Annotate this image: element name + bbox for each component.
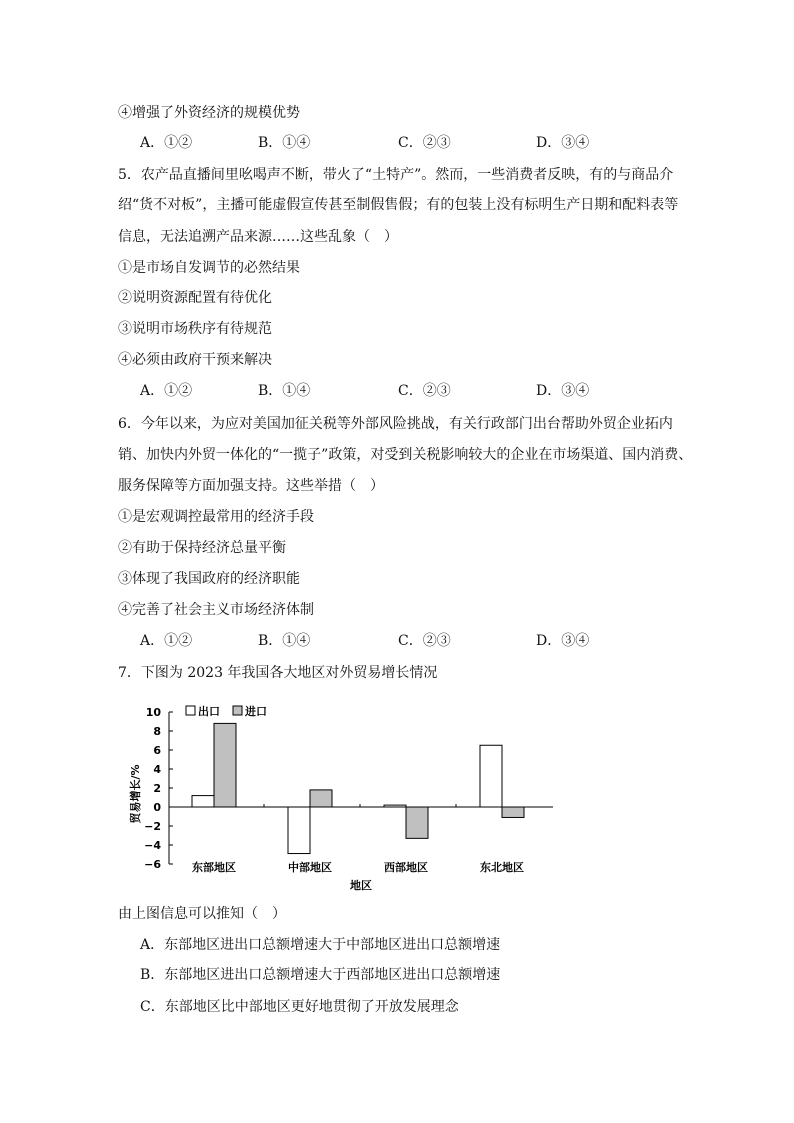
q5-statement-1: ①是市场自发调节的必然结果 [118,260,300,276]
bar-import [310,790,332,807]
q5-stem-line-3: 信息，无法追溯产品来源……这些乱象（ ） [118,229,398,245]
q5-option-d[interactable]: D．③④ [536,383,590,399]
q6-statement-1: ①是宏观调控最常用的经济手段 [118,509,314,525]
y-tick-label: −2 [144,820,161,833]
q5-option-a[interactable]: A．①② [140,383,193,399]
q5-stem-line-2: 绍“货不对板”，主播可能虚假宣传甚至制假售假；有的包装上没有标明生产日期和配料表等 [118,197,679,213]
q5-options [140,381,660,401]
q6-option-b[interactable]: B．①④ [258,633,311,649]
y-tick-label: −6 [144,858,161,871]
q4-option-d[interactable]: D．③④ [536,135,590,151]
x-axis-title: 地区 [350,879,372,892]
y-tick-label: 0 [153,801,161,814]
q5-stem-line-1: 5．农产品直播间里吆喝声不断，带火了“土特产”。然而，一些消费者反映，有的与商品介 [118,167,674,183]
q7-option-c[interactable]: C．东部地区比中部地区更好地贯彻了开放发展理念 [140,999,459,1015]
y-tick-label: 6 [153,744,161,757]
q6-option-a[interactable]: A．①② [140,633,193,649]
bar-import [502,807,524,817]
bar-export [480,745,502,807]
bar-export [384,805,406,807]
y-axis-title: 贸易增长/% [129,764,142,824]
legend-swatch-import [233,706,242,715]
q4-option-a[interactable]: A．①② [140,135,193,151]
q6-options [140,631,660,651]
legend-label-export: 出口 [198,705,220,718]
q5-statement-2: ②说明资源配置有待优化 [118,290,272,306]
q6-option-c[interactable]: C．②③ [398,633,451,649]
legend-label-import: 进口 [245,705,267,718]
q6-stem-line-3: 服务保障等方面加强支持。这些举措（ ） [118,478,384,494]
q6-stem-line-1: 6．今年以来，为应对美国加征关税等外部风险挑战，有关行政部门出台帮助外贸企业拓内 [118,416,673,432]
q5-option-c[interactable]: C．②③ [398,383,451,399]
legend-swatch-export [186,706,195,715]
q6-stem-line-2: 销、加快内外贸一体化的“一揽子”政策，对受到关税影响较大的企业在市场渠道、国内消费、 [118,447,693,463]
q4-options [140,133,660,153]
category-label: 东部地区 [192,861,236,874]
q7-option-a[interactable]: A．东部地区进出口总额增速大于中部地区进出口总额增速 [140,937,501,953]
q6-option-d[interactable]: D．③④ [536,633,590,649]
bar-export [192,796,214,807]
q6-statement-3: ③体现了我国政府的经济职能 [118,571,300,587]
trade-growth-bar-chart [125,700,565,895]
y-tick-label: 8 [153,725,161,738]
y-tick-label: −4 [144,839,161,852]
q6-statement-4: ④完善了社会主义市场经济体制 [118,602,314,618]
q6-statement-2: ②有助于保持经济总量平衡 [118,540,286,556]
q7-question: 由上图信息可以推知（ ） [118,906,286,922]
q5-statement-4: ④必须由政府干预来解决 [118,352,272,368]
q4-option-b[interactable]: B．①④ [258,135,311,151]
category-label: 中部地区 [288,861,332,874]
category-label: 西部地区 [384,861,428,874]
bar-import [406,807,428,838]
q5-option-b[interactable]: B．①④ [258,383,311,399]
category-label: 东北地区 [480,861,524,874]
q5-statement-3: ③说明市场秩序有待规范 [118,321,272,337]
q7-stem: 7．下图为 2023 年我国各大地区对外贸易增长情况 [118,665,438,681]
q7-option-b[interactable]: B．东部地区进出口总额增速大于西部地区进出口总额增速 [140,967,501,983]
y-tick-label: 2 [153,782,161,795]
q4-option-c[interactable]: C．②③ [398,135,451,151]
bar-import [214,723,236,807]
bar-export [288,807,310,854]
y-tick-label: 10 [145,706,161,719]
q4-statement-4: ④增强了外资经济的规模优势 [118,105,300,121]
y-tick-label: 4 [153,763,161,776]
